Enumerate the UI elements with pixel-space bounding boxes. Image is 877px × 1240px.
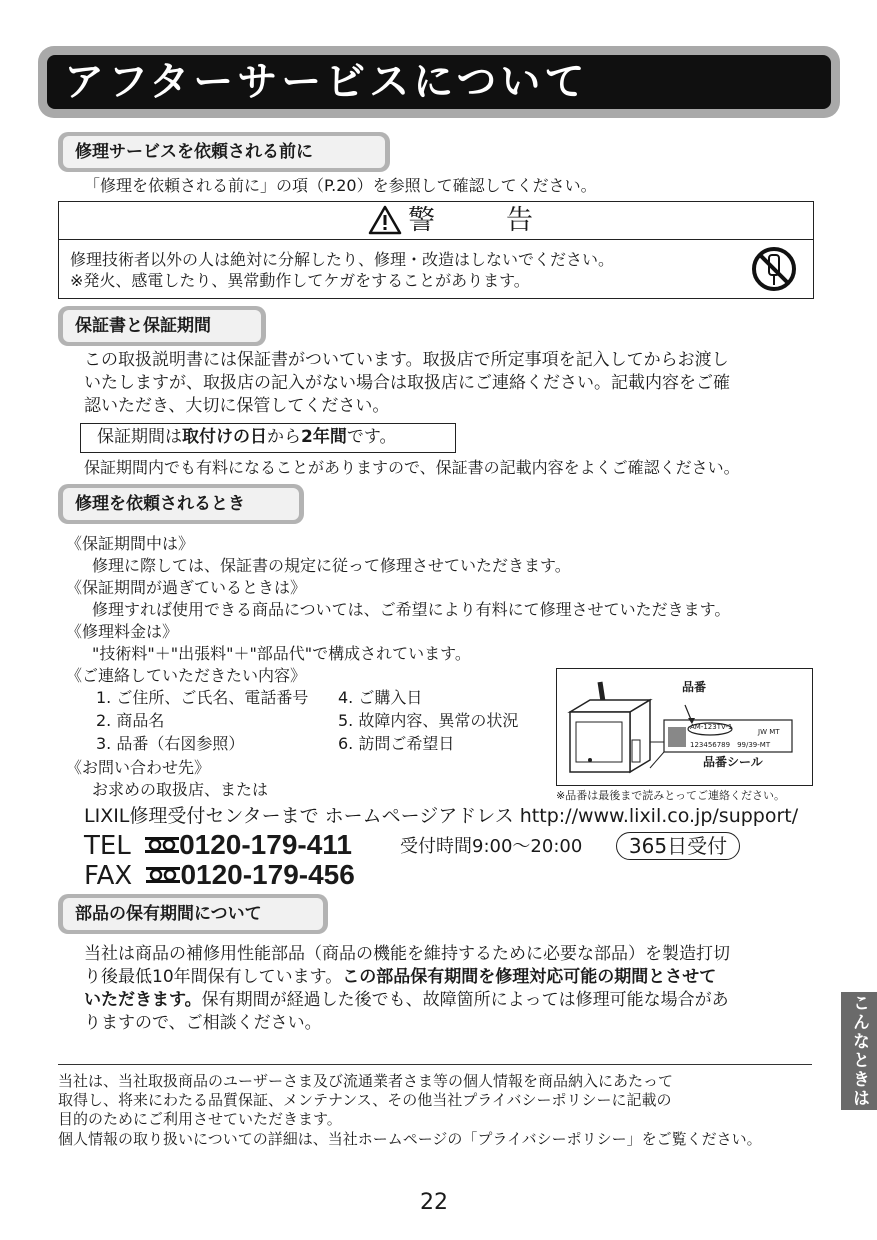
period-prefix: 保証期間は bbox=[97, 427, 182, 447]
warranty-para-line-3: 認いただき、大切に保管してください。 bbox=[84, 396, 390, 416]
fax-line bbox=[84, 860, 355, 891]
section-heading-parts: 部品の保有期間について bbox=[63, 898, 323, 930]
period-from: から bbox=[267, 427, 301, 447]
warning-triangle-icon bbox=[368, 205, 402, 239]
365-day-badge: 365日受付 bbox=[616, 832, 740, 860]
section-heading-when-request: 修理を依頼されるとき bbox=[63, 488, 299, 520]
diagram-note: ※品番は最後まで読みとってご連絡ください。 bbox=[556, 789, 785, 802]
warning-title: 警 告 bbox=[408, 205, 555, 236]
fax-label: FAX bbox=[84, 861, 133, 891]
parts-line-2b: この部品保有期間を修理対応可能の期間とさせて bbox=[342, 967, 717, 987]
diagram-label-text: JW MT bbox=[758, 728, 780, 736]
parts-line-3 bbox=[84, 989, 729, 1012]
warranty-para-line-1: この取扱説明書には保証書がついています。取扱店で所定事項を記入してからお渡し bbox=[84, 350, 729, 370]
warning-line-1: 修理技術者以外の人は絶対に分解したり、修理・改造はしないでください。 bbox=[70, 250, 615, 269]
contact-items-label: 《ご連絡していただきたい内容》 bbox=[66, 666, 307, 685]
warranty-note: 保証期間内でも有料になることがありますので、保証書の記載内容をよくご確認ください。 bbox=[84, 458, 740, 477]
fax-number: 0120-179-456 bbox=[180, 859, 355, 890]
privacy-line-3: 目的のためにご利用させていただきます。 bbox=[58, 1110, 342, 1128]
contact-item: 3. 品番（右図参照） bbox=[96, 734, 245, 753]
parts-line-3a: いただきます。 bbox=[84, 990, 202, 1010]
warranty-para-line-2: いたしますが、取扱店の記入がない場合は取扱店にご連絡ください。記載内容をご確 bbox=[84, 373, 730, 393]
repair-center-line: LIXIL修理受付センターまで ホームページアドレス http://www.lixil.co.jp/support/ bbox=[84, 805, 799, 827]
period-length: 2年間 bbox=[301, 427, 347, 447]
intro-text: 「修理を依頼される前に」の項（P.20）を参照して確認してください。 bbox=[84, 176, 597, 195]
parts-line-1: 当社は商品の補修用性能部品（商品の機能を維持するために必要な部品）を製造打切 bbox=[84, 944, 730, 964]
period-suffix: です。 bbox=[346, 427, 397, 447]
warning-line-2: ※発火、感電したり、異常動作してケガをすることがあります。 bbox=[70, 271, 530, 290]
section-heading-before-request: 修理サービスを依頼される前に bbox=[63, 136, 385, 168]
section-heading-warranty: 保証書と保証期間 bbox=[63, 310, 261, 342]
after-warranty-text: 修理すれば使用できる商品については、ご希望により有料にて修理させていただきます。 bbox=[92, 600, 731, 619]
tel-number: 0120-179-411 bbox=[179, 829, 352, 860]
parts-line-4: りますので、ご相談ください。 bbox=[84, 1013, 322, 1033]
page-title: アフターサービスについて bbox=[64, 59, 589, 105]
diagram-seal-label: 品番シール bbox=[703, 755, 763, 769]
contact-item: 2. 商品名 bbox=[96, 711, 165, 730]
privacy-line-2: 取得し、将来にわたる品質保証、メンテナンス、その他当社プライバシーポリシーに記載の bbox=[58, 1091, 672, 1109]
contact-item: 6. 訪問ご希望日 bbox=[338, 734, 455, 753]
inquiry-text: お求めの取扱店、または bbox=[92, 780, 269, 799]
during-warranty-text: 修理に際しては、保証書の規定に従って修理させていただきます。 bbox=[92, 556, 571, 575]
contact-item: 5. 故障内容、異常の状況 bbox=[338, 711, 519, 730]
diagram-part-number-label: 品番 bbox=[682, 680, 707, 694]
contact-item: 4. ご購入日 bbox=[338, 688, 423, 707]
free-dial-icon bbox=[139, 831, 179, 861]
repair-fee-text: "技術料"＋"出張料"＋"部品代"で構成されています。 bbox=[92, 644, 471, 663]
repair-fee-label: 《修理料金は》 bbox=[66, 622, 179, 641]
page-number: 22 bbox=[420, 1190, 448, 1215]
diagram-label-text: 123456789 99/39-MT bbox=[690, 741, 771, 749]
warning-divider bbox=[58, 239, 814, 240]
footer-divider bbox=[58, 1064, 812, 1065]
privacy-line-1: 当社は、当社取扱商品のユーザーさま及び流通業者さま等の個人情報を商品納入にあたって bbox=[58, 1072, 674, 1090]
diagram-label-text: AM-123TV-1 bbox=[690, 723, 733, 731]
tel-line bbox=[84, 830, 352, 861]
free-dial-icon bbox=[140, 861, 180, 891]
after-warranty-label: 《保証期間が過ぎているときは》 bbox=[66, 578, 307, 597]
inquiry-label: 《お問い合わせ先》 bbox=[66, 758, 211, 777]
period-start: 取付けの日 bbox=[182, 427, 267, 447]
parts-line-2 bbox=[84, 966, 716, 989]
warranty-period-box bbox=[80, 423, 456, 453]
reception-hours: 受付時間9:00～20:00 bbox=[400, 836, 583, 857]
side-tab: こんなときは bbox=[841, 992, 877, 1110]
tel-label: TEL bbox=[84, 831, 131, 861]
no-disassembly-icon bbox=[750, 245, 798, 297]
parts-line-2a: り後最低10年間保有しています。 bbox=[84, 967, 343, 987]
privacy-line-4: 個人情報の取り扱いについての詳細は、当社ホームページの「プライバシーポリシー」をご覧ください。 bbox=[58, 1130, 762, 1148]
during-warranty-label: 《保証期間中は》 bbox=[66, 534, 195, 553]
contact-item: 1. ご住所、ご氏名、電話番号 bbox=[96, 688, 309, 707]
parts-line-3b: 保有期間が経過した後でも、故障箇所によっては修理可能な場合があ bbox=[201, 990, 729, 1010]
